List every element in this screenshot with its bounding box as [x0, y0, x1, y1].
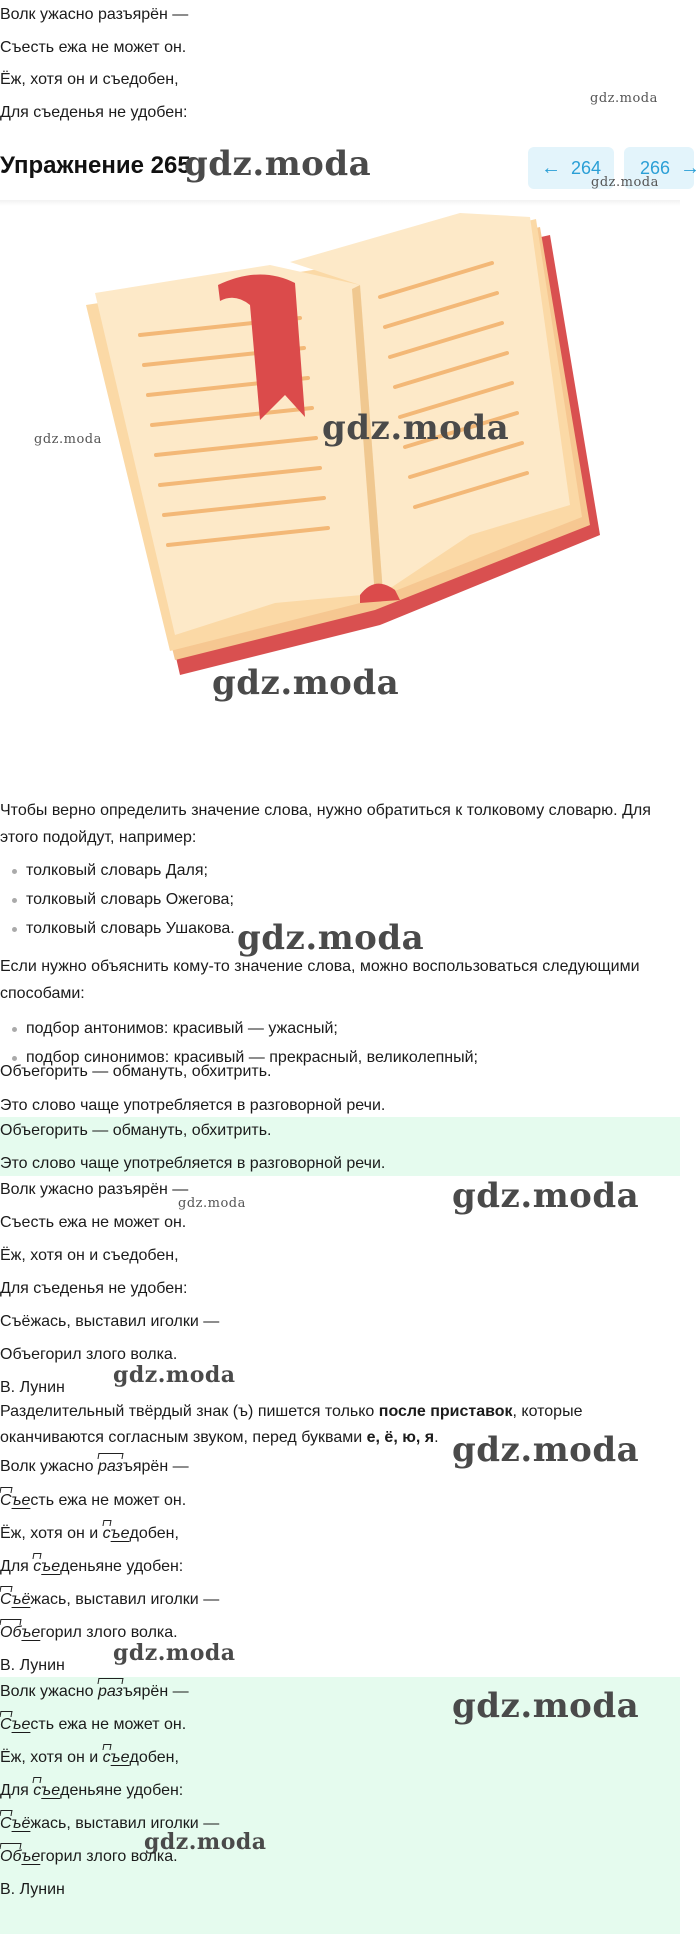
hard-sign: ъе [41, 1782, 61, 1799]
answer-parsed-author: В. Лунин [0, 1881, 65, 1898]
answer-parsed-line-2 [0, 1714, 186, 1736]
text: сть ежа не может он. [30, 1716, 187, 1733]
answer-parsed-line-1 [0, 1681, 189, 1703]
watermark: gdz.moda [590, 91, 658, 106]
watermark: gdz.moda [452, 1686, 640, 1726]
top-poem-line-2: Съесть ежа не может он. [0, 39, 187, 56]
answer-definition-line-2: Это слово чаще употребляется в разговорной речи. [0, 1155, 386, 1172]
list-item: толковый словарь Ожегова; [0, 889, 235, 918]
prefix: С [0, 1813, 12, 1835]
prefix: с [33, 1780, 41, 1802]
rule-text-bold: после приставок [378, 1403, 513, 1420]
explanation-paragraph-1: Чтобы верно определить значение слова, нужно обратиться к толковому словарю. Для этого подойдут, например: [0, 802, 651, 846]
text: горил злого волка. [40, 1848, 178, 1865]
text: Волк ужасно [0, 1458, 98, 1475]
text: Ёж, хотя он и [0, 1749, 103, 1766]
poem-author: В. Лунин [0, 1379, 65, 1396]
parsed-author: В. Лунин [0, 1657, 65, 1674]
prev-exercise-label: 264 [570, 157, 602, 178]
prefix: с [103, 1747, 111, 1769]
prefix: Об [0, 1622, 21, 1644]
text: Волк ужасно [0, 1683, 98, 1700]
arrow-left-icon: ← [540, 156, 561, 179]
answer-parsed-line-3 [0, 1747, 179, 1769]
text: Ёж, хотя он и [0, 1525, 103, 1542]
top-poem-line-4: Для съеденья не удобен: [0, 104, 188, 121]
watermark: gdz.moda [452, 1430, 640, 1470]
poem-line-3: Ёж, хотя он и съедобен, [0, 1247, 179, 1264]
hard-sign: ъё [11, 1591, 31, 1608]
text: ярён — [132, 1458, 189, 1475]
hard-sign: ъе [11, 1716, 31, 1733]
next-exercise-label: 266 [640, 157, 671, 178]
prefix: С [0, 1714, 12, 1736]
rule-text-2: , которые оканчиваются согласным звуком, перед буквами [0, 1403, 583, 1446]
answer-parsed-line-6 [0, 1846, 178, 1868]
parsed-line-4 [0, 1556, 183, 1578]
hard-sign: ъё [11, 1815, 31, 1832]
top-poem-line-1: Волк ужасно разъярён — [0, 6, 189, 23]
text: сть ежа не может он. [30, 1492, 187, 1509]
explanation-paragraph-2: Если нужно объяснить кому-то значение слова, можно воспользоваться следующими способами: [0, 958, 640, 1002]
answer-parsed-line-4 [0, 1780, 183, 1802]
prefix: С [0, 1589, 12, 1611]
poem-line-1: Волк ужасно разъярён — [0, 1181, 189, 1198]
hard-sign: ъе [41, 1558, 61, 1575]
list-item: подбор антонимов: красивый — ужасный; [0, 1018, 478, 1047]
watermark: gdz.moda [178, 1196, 246, 1211]
text: жась, выставил иголки — [30, 1815, 220, 1832]
watermark: gdz.moda [237, 918, 425, 958]
rule-letters: е, ё, ю, я [366, 1429, 435, 1446]
watermark: gdz.moda [452, 1176, 640, 1216]
watermark: gdz.moda [591, 175, 659, 190]
hard-sign: ъе [110, 1525, 130, 1542]
definition-line-2: Это слово чаще употребляется в разговорной речи. [0, 1097, 386, 1114]
text: добен, [129, 1749, 179, 1766]
prefix: Об [0, 1846, 21, 1868]
list-item: толковый словарь Ушакова. [0, 918, 235, 947]
arrow-right-icon: → [680, 156, 700, 179]
hard-sign: ъе [21, 1848, 41, 1865]
parsed-line-2 [0, 1490, 186, 1512]
watermark: gdz.moda [34, 432, 102, 447]
prefix: с [103, 1523, 111, 1545]
parsed-line-5 [0, 1589, 219, 1611]
text: Для [0, 1558, 34, 1575]
poem-line-5: Съёжась, выставил иголки — [0, 1313, 220, 1330]
watermark: gdz.moda [144, 1829, 267, 1855]
definition-line-1: Объегорить — обмануть, обхитрить. [0, 1063, 272, 1080]
text: ярён — [132, 1683, 189, 1700]
dictionary-list [0, 860, 235, 947]
hard-sign: ъе [11, 1492, 31, 1509]
hard-sign: ъе [21, 1624, 41, 1641]
text: добен, [129, 1525, 179, 1542]
prefix: с [33, 1556, 41, 1578]
hard-sign: ъе [110, 1749, 130, 1766]
poem-line-6: Объегорил злого волка. [0, 1346, 178, 1363]
text: деньяне удобен: [60, 1782, 184, 1799]
text: жась, выставил иголки — [30, 1591, 220, 1608]
watermark: gdz.moda [322, 408, 510, 448]
methods-list-clip [0, 1014, 680, 1066]
poem-line-4: Для съеденья не удобен: [0, 1280, 188, 1297]
rule-end: . [434, 1429, 439, 1446]
parsed-line-3 [0, 1523, 179, 1545]
answer-definition-line-1: Объегорить — обмануть, обхитрить. [0, 1122, 272, 1139]
watermark: gdz.moda [212, 663, 400, 703]
watermark: gdz.moda [184, 144, 372, 184]
page-title: Упражнение 265 [0, 152, 191, 179]
watermark: gdz.moda [113, 1362, 236, 1388]
prefix: раз [98, 1681, 123, 1703]
prefix: раз [98, 1456, 123, 1478]
list-item: подбор синонимов: красивый — прекрасный, великолепный; [0, 1047, 478, 1076]
prefix: С [0, 1490, 12, 1512]
poem-line-2: Съесть ежа не может он. [0, 1214, 187, 1231]
parsed-line-1 [0, 1456, 189, 1478]
text: горил злого волка. [40, 1624, 178, 1641]
list-item: толковый словарь Даля; [0, 860, 235, 889]
hard-sign: ъ [122, 1458, 133, 1475]
text: деньяне удобен: [60, 1558, 184, 1575]
watermark: gdz.moda [113, 1640, 236, 1666]
top-poem-line-3: Ёж, хотя он и съедобен, [0, 71, 179, 88]
text: Для [0, 1782, 34, 1799]
rule-text-1: Разделительный твёрдый знак (ъ) пишется только [0, 1403, 379, 1420]
hard-sign: ъ [122, 1683, 133, 1700]
